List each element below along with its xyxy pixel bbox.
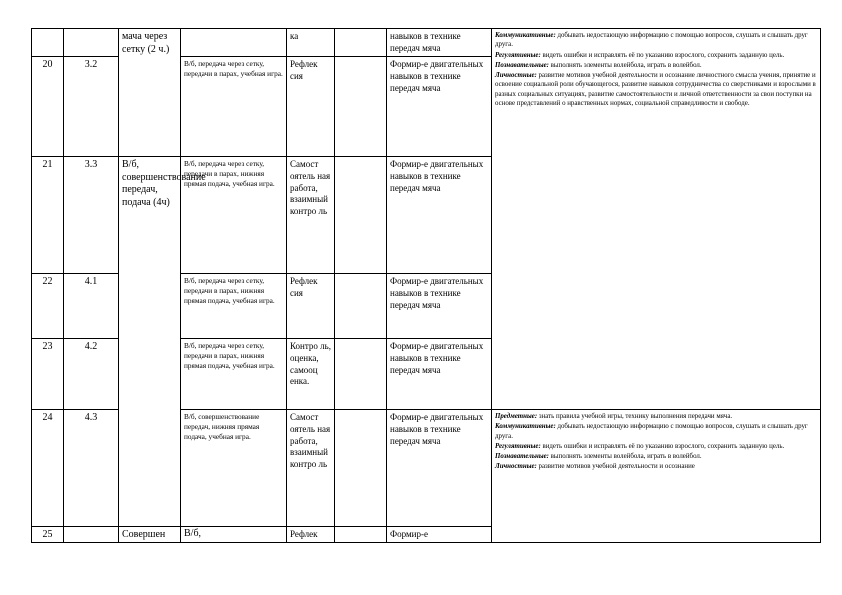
lesson-code-cell: 3.2 bbox=[64, 57, 119, 157]
regulatory-text: видеть ошибки и исправлять её по указанию взрослого, сохранить заданную цель. bbox=[540, 442, 785, 450]
skills-cell: Формир-е bbox=[387, 527, 492, 543]
topic-cell: мача через сетку (2 ч.) bbox=[119, 29, 181, 157]
lesson-number-cell: 22 bbox=[32, 274, 64, 339]
lesson-code-cell: 3.3 bbox=[64, 157, 119, 274]
skills-cell: Формир-е двигательных навыков в технике передач мяча bbox=[387, 157, 492, 274]
cognitive-label: Познавательные: bbox=[495, 61, 549, 69]
personal-text: развитие мотивов учебной деятельности и осознание bbox=[536, 463, 695, 471]
skills-cell: Формир-е двигательных навыков в технике передач мяча bbox=[387, 410, 492, 527]
lesson-code-cell bbox=[64, 527, 119, 543]
lesson-number-cell: 23 bbox=[32, 339, 64, 410]
lesson-type-cell: Рефлек bbox=[287, 527, 335, 543]
communicative-text: добывать недостающую информацию с помощью вопросов, слушать и слышать друг друга. bbox=[495, 423, 808, 440]
lesson-number-cell: 20 bbox=[32, 57, 64, 157]
content-cell: В/б, передача через сетку, передачи в парах, нижняя прямая подача, учебная игра. bbox=[181, 274, 287, 339]
content-cell: В/б, совершенствование передач, нижняя прямая подача, учебная игра. bbox=[181, 410, 287, 527]
lesson-type-cell: ка bbox=[287, 29, 335, 57]
extra-cell bbox=[335, 57, 387, 157]
subject-label: Предметные: bbox=[495, 413, 538, 420]
communicative-label: Коммуникативные: bbox=[495, 32, 556, 39]
uud-cell bbox=[492, 410, 821, 543]
skills-cell: Формир-е двигательных навыков в технике передач мяча bbox=[387, 274, 492, 339]
extra-cell bbox=[335, 527, 387, 543]
content-cell: В/б, передача через сетку, передачи в парах, учебная игра. bbox=[181, 57, 287, 157]
lesson-code-cell bbox=[64, 29, 119, 57]
extra-cell bbox=[335, 410, 387, 527]
lesson-type-cell: Самост оятель ная работа, взаимный контро ль bbox=[287, 157, 335, 274]
regulatory-label: Регулятивные: bbox=[495, 51, 541, 59]
cognitive-text: выполнять элементы волейбола, играть в волейбол. bbox=[548, 61, 702, 69]
personal-label: Личностные: bbox=[495, 463, 537, 471]
skills-cell: навыков в технике передач мяча bbox=[387, 29, 492, 57]
content-cell bbox=[181, 29, 287, 57]
lesson-type-cell: Рефлек сия bbox=[287, 274, 335, 339]
lesson-code-cell: 4.2 bbox=[64, 339, 119, 410]
lesson-type-cell: Контро ль, оценка, самооц енка. bbox=[287, 339, 335, 410]
lesson-code-cell: 4.3 bbox=[64, 410, 119, 527]
topic-cell: В/б, совершенствование передач, подача (4ч) bbox=[119, 157, 181, 527]
communicative-label: Коммуникативные: bbox=[495, 423, 556, 431]
content-cell: В/б, передача через сетку, передачи в парах, нижняя прямая подача, учебная игра. bbox=[181, 157, 287, 274]
lesson-type-cell: Самост оятель ная работа, взаимный контро ль bbox=[287, 410, 335, 527]
extra-cell bbox=[335, 157, 387, 274]
skills-cell: Формир-е двигательных навыков в технике передач мяча bbox=[387, 339, 492, 410]
personal-label: Личностные: bbox=[495, 72, 537, 80]
cognitive-text: выполнять элементы волейбола, играть в волейбол. bbox=[548, 453, 702, 461]
lesson-number-cell: 25 bbox=[32, 527, 64, 543]
extra-cell bbox=[335, 274, 387, 339]
lesson-type-cell: Рефлек сия bbox=[287, 57, 335, 157]
uud-cell bbox=[492, 29, 821, 410]
content-cell: В/б, bbox=[181, 527, 287, 543]
regulatory-text: видеть ошибки и исправлять её по указанию взрослого, сохранить заданную цель. bbox=[540, 51, 785, 59]
lesson-number-cell: 21 bbox=[32, 157, 64, 274]
lesson-code-cell: 4.1 bbox=[64, 274, 119, 339]
extra-cell bbox=[335, 29, 387, 57]
table-row bbox=[32, 29, 821, 57]
communicative-text: добывать недостающую информацию с помощью вопросов, слушать и слышать друг друга. bbox=[495, 32, 808, 49]
extra-cell bbox=[335, 339, 387, 410]
cognitive-label: Познавательные: bbox=[495, 453, 549, 461]
topic-cell: Совершен bbox=[119, 527, 181, 543]
content-cell: В/б, передача через сетку, передачи в парах, нижняя прямая подача, учебная игра. bbox=[181, 339, 287, 410]
personal-text: развитие мотивов учебной деятельности и осознание личностного смысла учения, принятие и освоение социальной роли обучающегося, развитие навыков сотрудничества со сверстниками и взрослыми в разных социальных ситуациях, развитие самостоятельности и личной ответственности за свои поступки на основе представлений о нравственных нормах, социальной справедливости и свободе. bbox=[495, 72, 816, 108]
subject-text: знать правила учебной игры, технику выполнения передачи мяча. bbox=[537, 413, 733, 420]
skills-cell: Формир-е двигательных навыков в технике передач мяча bbox=[387, 57, 492, 157]
lesson-number-cell: 24 bbox=[32, 410, 64, 527]
regulatory-label: Регулятивные: bbox=[495, 442, 541, 450]
lesson-number-cell bbox=[32, 29, 64, 57]
lesson-plan-table bbox=[31, 28, 821, 543]
